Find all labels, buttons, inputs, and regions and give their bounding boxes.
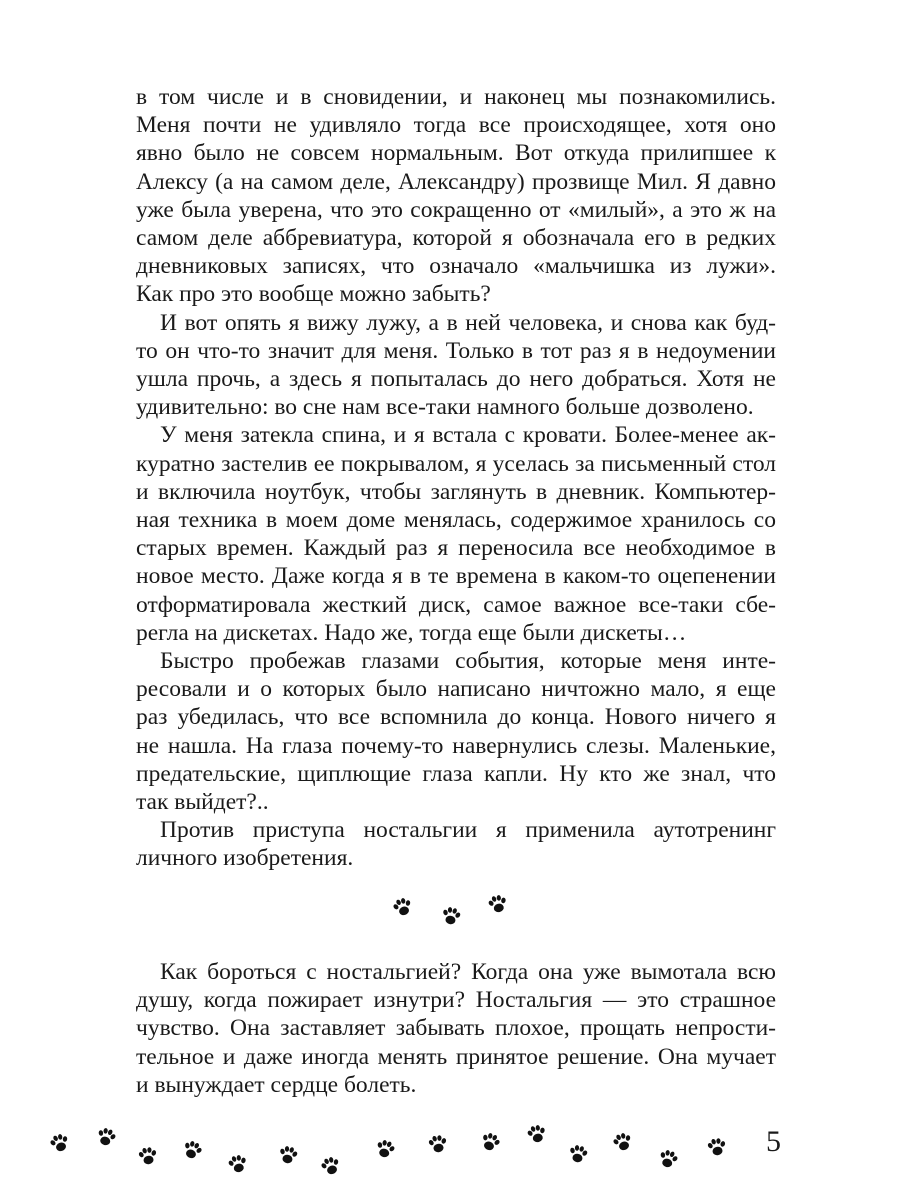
text-line: так выйдет?..	[136, 789, 269, 816]
paw-print-icon	[374, 1138, 397, 1159]
text-line: чувство. Она заставляет забывать плохое, прощать непрости-	[136, 1015, 776, 1042]
text-line: И вот опять я вижу лужу, а в ней человека, и снова как буд-	[160, 309, 776, 336]
text-line: отформатировала жесткий диск, самое важное все-таки сбе-	[136, 591, 776, 618]
paw-print-icon	[137, 1146, 159, 1166]
text-line: Как бороться с ностальгией? Когда она уже вымотала всю	[160, 959, 776, 985]
text-line: Быстро пробежав глазами события, которые меня инте-	[160, 648, 776, 675]
text-line: ушла прочь, а здесь я попыталась до него добраться. Хотя не	[136, 366, 776, 393]
paragraph	[136, 647, 776, 816]
text-line: и вынуждает сердце болеть.	[136, 1071, 417, 1098]
paw-print-icon	[486, 893, 509, 914]
text-line: личного изобретения.	[136, 845, 354, 872]
paw-print-icon	[479, 1131, 503, 1154]
text-line: самом деле аббревиатура, которой я обозначала его в редких	[136, 225, 776, 252]
text-line: предательские, щиплющие глаза капли. Ну кто же знал, что	[136, 760, 776, 787]
text-line: то он что-то значит для меня. Только в тот раз я в недоумении	[136, 337, 776, 364]
paw-print-icon	[278, 1145, 300, 1165]
text-line: У меня затекла спина, и я встала с кровати. Более-менее ак-	[160, 422, 776, 449]
text-line: явно было не совсем нормальным. Вот откуда прилипшее к	[136, 140, 776, 167]
paw-print-icon	[441, 906, 463, 926]
paw-print-icon	[611, 1130, 635, 1153]
text-line: куратно застелив ее покрывалом, я уселась за письменный стол	[136, 450, 776, 477]
paw-print-icon	[391, 895, 415, 918]
paw-print-icon	[427, 1134, 449, 1154]
text-line: регла на дискетах. Надо же, тогда еще были дискеты…	[136, 619, 687, 646]
text-line: тельное и даже иногда менять принятое решение. Она мучает	[136, 1043, 776, 1070]
text-line: Как про это вообще можно забыть?	[136, 281, 491, 308]
paw-print-icon	[525, 1123, 548, 1144]
paw-print-icon	[319, 1154, 343, 1177]
text-line: Против приступа ностальгии я применила аутотренинг	[160, 817, 776, 844]
paragraph	[136, 421, 776, 647]
text-line: Алексу (а на самом деле, Александру) прозвище Мил. Я давно	[136, 168, 776, 195]
paw-print-icon	[95, 1126, 118, 1147]
text-line: ресовали и о которых было написано ничтожно мало, я еще	[136, 676, 776, 703]
text-line: в том числе и в сновидении, и наконец мы познакомились.	[136, 84, 776, 110]
page-number: 5	[766, 1125, 781, 1158]
text-line: старых времен. Каждый раз я переносила все необходимое в	[136, 535, 776, 562]
paw-print-icon	[568, 1144, 590, 1164]
paw-print-icon	[181, 1139, 205, 1162]
text-block-section	[136, 958, 776, 1099]
text-line: не нашла. На глаза почему-то навернулись слезы. Маленькие,	[136, 732, 776, 759]
text-line: удивительно: во сне нам все-таки намного больше дозволено.	[136, 394, 754, 421]
paw-print-icon	[657, 1148, 680, 1169]
text-line: дневниковых записях, что означало «мальчишка из лужи».	[136, 253, 776, 280]
text-line: ная техника в моем доме менялась, содержимое хранилось со	[136, 507, 776, 534]
text-line: раз убедилась, что все вспомнила до конца. Нового ничего я	[136, 704, 776, 731]
paragraph	[136, 816, 776, 872]
paw-print-icon	[706, 1137, 728, 1157]
paragraph	[136, 83, 776, 309]
text-block-main	[136, 83, 776, 873]
paragraph	[136, 309, 776, 422]
text-line: новое место. Даже когда я в те времена в каком-то оцепенении	[136, 563, 776, 590]
text-line: душу, когда пожирает изнутри? Ностальгия — это страшное	[136, 987, 776, 1014]
text-line: и включила ноутбук, чтобы заглянуть в дневник. Компьютер-	[136, 478, 776, 505]
text-line: Меня почти не удивляло тогда все происходящее, хотя оно	[136, 112, 776, 139]
paw-print-icon	[226, 1153, 249, 1174]
paw-print-icon	[48, 1131, 72, 1154]
text-line: уже была уверена, что это сокращенно от «милый», а это ж на	[136, 196, 776, 223]
paragraph	[136, 958, 776, 1099]
